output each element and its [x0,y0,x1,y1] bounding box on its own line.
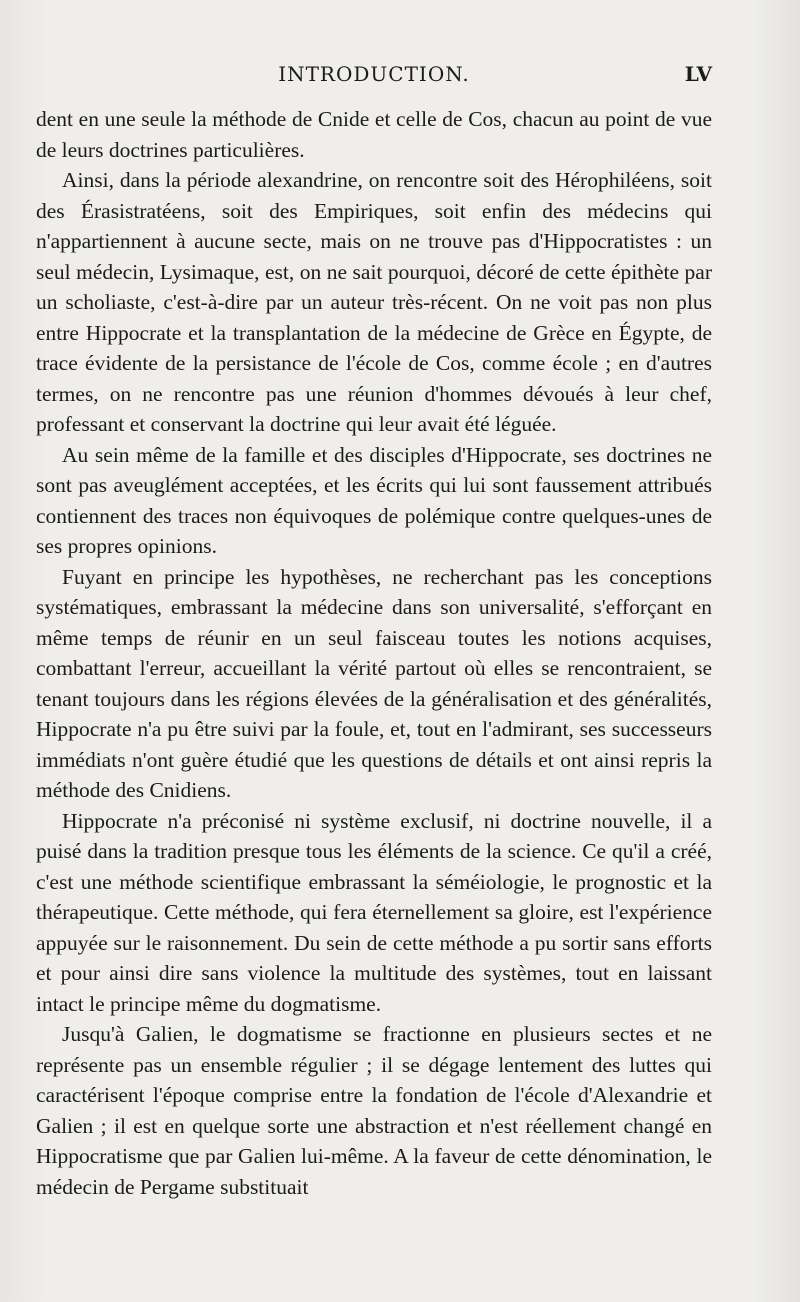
page-number: LV [684,62,712,86]
page-header [36,62,712,92]
paragraph-2: Ainsi, dans la période alexandrine, on rencontre soit des Hérophiléens, soit des Érasistratéens, soit des Empiriques, soit enfin des médecins qui n'appartiennent à aucune secte, mais on ne trouve pas d'Hippocratistes : un seul médecin, Lysimaque, est, on ne sait pourquoi, décoré de cette épithète par un scholiaste, c'est-à-dire par un auteur très-récent. On ne voit pas non plus entre Hippocrate et la transplantation de la médecine de Grèce en Égypte, de trace évidente de la persistance de l'école de Cos, comme école ; en d'autres termes, on ne rencontre pas une réunion d'hommes dévoués à leur chef, professant et conservant la doctrine qui leur avait été léguée. [36,168,712,436]
paragraph-6: Jusqu'à Galien, le dogmatisme se fractionne en plusieurs sectes et ne représente pas un ensemble régulier ; il se dégage lentement des luttes qui caractérisent l'époque comprise entre la fondation de l'école d'Alexandrie et Galien ; il est en quelque sorte une abstraction et n'est réellement changé en Hippocratisme que par Galien lui-même. A la faveur de cette dénomination, le médecin de Pergame substituait [36,1022,712,1199]
running-title: INTRODUCTION. [278,62,470,86]
paragraph-1: dent en une seule la méthode de Cnide et celle de Cos, chacun au point de vue de leurs doctrines particulières. [36,107,712,162]
paragraph-3: Au sein même de la famille et des disciples d'Hippocrate, ses doctrines ne sont pas aveuglément acceptées, et les écrits qui lui sont faussement attribués contiennent des traces non équivoques de polémique contre quelques-unes de ses propres opinions. [36,442,712,558]
body-text [36,104,712,1202]
paragraph-5: Hippocrate n'a préconisé ni système exclusif, ni doctrine nouvelle, il a puisé dans la tradition presque tous les éléments de la science. Ce qu'il a créé, c'est une méthode scientifique embrassant la séméiologie, le prognostic et la thérapeutique. Cette méthode, qui fera éternellement sa gloire, est l'expérience appuyée sur le raisonnement. Du sein de cette méthode a pu sortir sans efforts et pour ainsi dire sans violence la multitude des systèmes, tout en laissant intact le principe même du dogmatisme. [36,808,712,1016]
paragraph-4: Fuyant en principe les hypothèses, ne recherchant pas les conceptions systématiques, embrassant la médecine dans son universalité, s'efforçant en même temps de réunir en un seul faisceau toutes les notions acquises, combattant l'erreur, accueillant la vérité partout où elles se rencontraient, se tenant toujours dans les régions élevées de la généralisation et des généralités, Hippocrate n'a pu être suivi par la foule, et, tout en l'admirant, ses successeurs immédiats n'ont guère étudié que les questions de détails et ont ainsi repris la méthode des Cnidiens. [36,564,712,802]
